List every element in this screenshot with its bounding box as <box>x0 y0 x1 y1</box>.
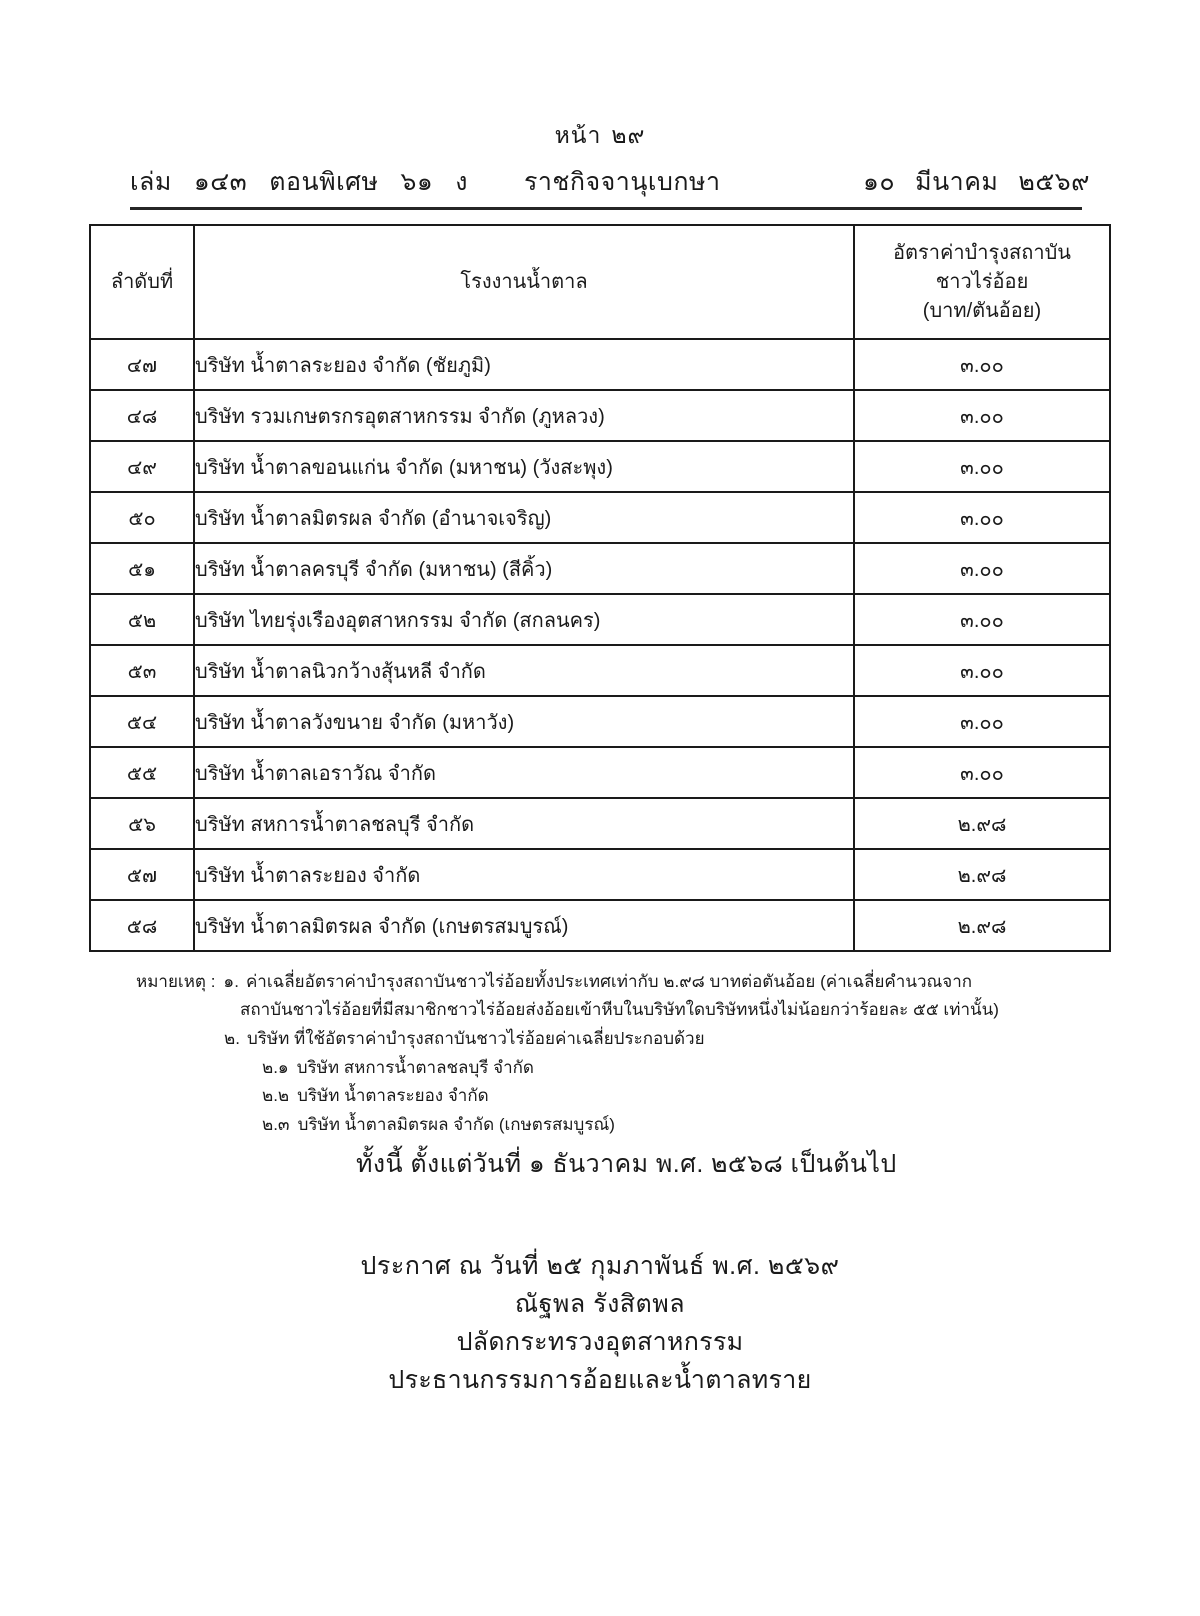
row-no: ๕๑ <box>90 543 194 594</box>
row-no: ๔๗ <box>90 339 194 390</box>
subnote-2-3-marker: ๒.๓ <box>262 1114 290 1134</box>
page-number: ๒๙ <box>611 122 646 148</box>
subnote-2-1 <box>262 1054 1080 1082</box>
table-header-row <box>90 225 1110 339</box>
row-no: ๕๔ <box>90 696 194 747</box>
table-header <box>90 225 1110 339</box>
row-mill-name: บริษัท น้ำตาลครบุรี จำกัด (มหาชน) (สีคิ้ว) <box>194 543 854 594</box>
table-row <box>90 849 1110 900</box>
row-rate: ๓.๐๐ <box>854 696 1110 747</box>
column-header-no: ลำดับที่ <box>90 225 194 339</box>
section-letter: ง <box>455 168 468 196</box>
note-1 <box>136 968 1080 996</box>
row-rate: ๒.๙๘ <box>854 798 1110 849</box>
page-label: หน้า <box>554 122 602 148</box>
row-rate: ๒.๙๘ <box>854 849 1110 900</box>
row-mill-name: บริษัท น้ำตาลนิวกว้างสุ้นหลี จำกัด <box>194 645 854 696</box>
row-mill-name: บริษัท น้ำตาลวังขนาย จำกัด (มหาวัง) <box>194 696 854 747</box>
signature-block <box>0 1247 1200 1399</box>
row-no: ๕๐ <box>90 492 194 543</box>
gazette-page <box>0 118 1200 1616</box>
date-day: ๑๐ <box>862 168 896 196</box>
sugar-mill-rate-table <box>89 224 1111 952</box>
row-rate: ๓.๐๐ <box>854 441 1110 492</box>
row-no: ๕๘ <box>90 900 194 951</box>
row-mill-name: บริษัท น้ำตาลเอราวัณ จำกัด <box>194 747 854 798</box>
row-no: ๔๘ <box>90 390 194 441</box>
note-2-marker: ๒. <box>224 1029 240 1049</box>
row-mill-name: บริษัท น้ำตาลมิตรผล จำกัด (เกษตรสมบูรณ์) <box>194 900 854 951</box>
row-rate: ๓.๐๐ <box>854 543 1110 594</box>
subnote-2-2-text: บริษัท น้ำตาลระยอง จำกัด <box>297 1086 489 1106</box>
table-row <box>90 798 1110 849</box>
subnote-2-2-marker: ๒.๒ <box>262 1086 290 1106</box>
row-no: ๕๗ <box>90 849 194 900</box>
volume-label: เล่ม <box>130 168 172 196</box>
row-rate: ๓.๐๐ <box>854 594 1110 645</box>
section-label: ตอนพิเศษ <box>269 168 379 196</box>
subnote-2-2 <box>262 1082 1080 1110</box>
row-no: ๕๓ <box>90 645 194 696</box>
note-2-text: บริษัท ที่ใช้อัตราค่าบำรุงสถาบันชาวไร่อ้อยค่าเฉลี่ยประกอบด้วย <box>246 1029 705 1049</box>
row-mill-name: บริษัท ไทยรุ่งเรืองอุตสาหกรรม จำกัด (สกลนคร) <box>194 594 854 645</box>
note-1-line1: ค่าเฉลี่ยอัตราค่าบำรุงสถาบันชาวไร่อ้อยทั้งประเทศเท่ากับ ๒.๙๘ บาทต่อตันอ้อย (ค่าเฉลี่ยคำนวณจาก <box>245 972 973 991</box>
row-no: ๕๖ <box>90 798 194 849</box>
gazette-header <box>130 162 1090 202</box>
header-date-group <box>863 162 1090 202</box>
column-header-rate-line3: (บาท/ตันอ้อย) <box>922 299 1042 322</box>
page-number-line <box>0 118 1200 154</box>
row-no: ๕๕ <box>90 747 194 798</box>
notes-section <box>0 968 1200 1185</box>
column-header-rate <box>854 225 1110 339</box>
table-row <box>90 492 1110 543</box>
section-number: ๖๑ <box>400 168 434 196</box>
row-rate: ๒.๙๘ <box>854 900 1110 951</box>
column-header-mill: โรงงานน้ำตาล <box>194 225 854 339</box>
table-row <box>90 594 1110 645</box>
row-rate: ๓.๐๐ <box>854 390 1110 441</box>
table-row <box>90 339 1110 390</box>
row-no: ๕๒ <box>90 594 194 645</box>
signer-title-secondary: ประธานกรรมการอ้อยและน้ำตาลทราย <box>388 1365 812 1394</box>
row-mill-name: บริษัท น้ำตาลระยอง จำกัด <box>194 849 854 900</box>
table-row <box>90 900 1110 951</box>
row-no: ๔๙ <box>90 441 194 492</box>
table-row <box>90 390 1110 441</box>
row-rate: ๓.๐๐ <box>854 492 1110 543</box>
header-volume-group <box>130 162 468 202</box>
row-rate: ๓.๐๐ <box>854 339 1110 390</box>
subnote-2-1-text: บริษัท สหการน้ำตาลชลบุรี จำกัด <box>296 1057 534 1077</box>
subnote-2-3-text: บริษัท น้ำตาลมิตรผล จำกัด (เกษตรสมบูรณ์) <box>297 1114 615 1134</box>
publication-name: ราชกิจจานุเบกษา <box>523 168 721 196</box>
note-1-line2: สถาบันชาวไร่อ้อยที่มีสมาชิกชาวไร่อ้อยส่งอ้อยเข้าหีบในบริษัทใดบริษัทหนึ่งไม่น้อยกว่าร้อยละ ๕๕ เท่านั้น) <box>240 999 999 1019</box>
table-row <box>90 747 1110 798</box>
date-year: ๒๕๖๙ <box>1018 168 1090 196</box>
header-divider <box>130 207 1082 210</box>
row-mill-name: บริษัท น้ำตาลมิตรผล จำกัด (อำนาจเจริญ) <box>194 492 854 543</box>
signer-name: ณัฐพล รังสิตพล <box>514 1289 686 1318</box>
table-row <box>90 645 1110 696</box>
signer-title-primary: ปลัดกระทรวงอุตสาหกรรม <box>456 1327 744 1356</box>
table-body <box>90 339 1110 951</box>
announcement-date: ประกาศ ณ วันที่ ๒๕ กุมภาพันธ์ พ.ศ. ๒๕๖๙ <box>360 1251 840 1280</box>
subnote-2-3 <box>262 1111 1080 1139</box>
table-row <box>90 543 1110 594</box>
notes-label: หมายเหตุ : <box>136 972 216 991</box>
row-rate: ๓.๐๐ <box>854 747 1110 798</box>
volume-number: ๑๔๓ <box>193 168 248 196</box>
row-mill-name: บริษัท น้ำตาลระยอง จำกัด (ชัยภูมิ) <box>194 339 854 390</box>
subnote-2-1-marker: ๒.๑ <box>262 1057 289 1077</box>
column-header-rate-line1: อัตราค่าบำรุงสถาบัน <box>893 241 1071 264</box>
column-header-rate-line2: ชาวไร่อ้อย <box>935 270 1029 293</box>
date-month: มีนาคม <box>915 168 999 196</box>
row-mill-name: บริษัท น้ำตาลขอนแก่น จำกัด (มหาชน) (วังสะพุง) <box>194 441 854 492</box>
note-2 <box>224 1025 1080 1053</box>
table-row <box>90 441 1110 492</box>
table-row <box>90 696 1110 747</box>
row-mill-name: บริษัท รวมเกษตรกรอุตสาหกรรม จำกัด (ภูหลวง) <box>194 390 854 441</box>
row-mill-name: บริษัท สหการน้ำตาลชลบุรี จำกัด <box>194 798 854 849</box>
row-rate: ๓.๐๐ <box>854 645 1110 696</box>
note-1-marker: ๑. <box>223 972 239 991</box>
effective-date-line: ทั้งนี้ ตั้งแต่วันที่ ๑ ธันวาคม พ.ศ. ๒๕๖๘ เป็นต้นไป <box>356 1150 897 1179</box>
